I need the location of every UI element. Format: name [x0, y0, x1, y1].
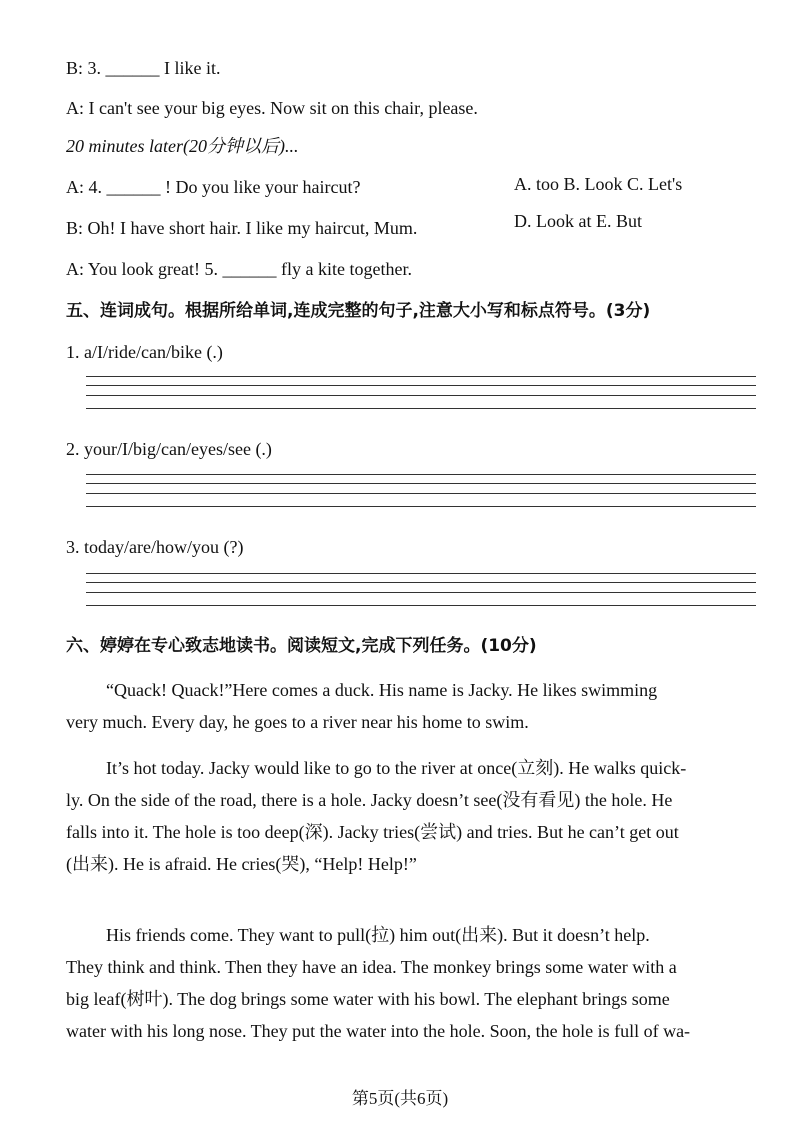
options-row-2: D. Look at E. But [514, 211, 642, 231]
paragraph-2-line-2: ly. On the side of the road, there is a hole. Jacky doesn’t see(没有看见) the hole. He [66, 790, 673, 810]
reading-paragraph-1 [66, 674, 758, 738]
section-5-item-1: 1. a/I/ride/can/bike (.) [66, 342, 223, 362]
paragraph-3-line-3: big leaf(树叶). The dog brings some water with his bowl. The elephant brings some [66, 989, 670, 1009]
section-5-item-3: 3. today/are/how/you (?) [66, 537, 244, 557]
paragraph-1-line-2: very much. Every day, he goes to a river near his home to swim. [66, 712, 529, 732]
dialogue-line-a-eyes: A: I can't see your big eyes. Now sit on this chair, please. [66, 98, 478, 118]
paragraph-2-line-3: falls into it. The hole is too deep(深). Jacky tries(尝试) and tries. But he can’t get out [66, 822, 679, 842]
time-note: 20 minutes later(20分钟以后)... [66, 136, 299, 156]
reading-paragraph-2 [66, 752, 758, 880]
paragraph-3-line-2: They think and think. Then they have an idea. The monkey brings some water with a [66, 957, 677, 977]
paragraph-2-line-4: (出来). He is afraid. He cries(哭), “Help! Help!” [66, 854, 417, 874]
dialogue-line-b-oh: B: Oh! I have short hair. I like my haircut, Mum. [66, 218, 418, 238]
section-6-title: 六、婷婷在专心致志地读书。阅读短文,完成下列任务。(10分) [66, 636, 537, 656]
reading-paragraph-3 [66, 919, 758, 1047]
dialogue-line-b3: B: 3. ______ I like it. [66, 58, 221, 78]
paragraph-2-line-1: It’s hot today. Jacky would like to go to the river at once(立刻). He walks quick- [106, 758, 687, 778]
paragraph-3-line-4: water with his long nose. They put the water into the hole. Soon, the hole is full of wa- [66, 1021, 691, 1041]
section-5-title: 五、连词成句。根据所给单词,连成完整的句子,注意大小写和标点符号。(3分) [66, 301, 651, 321]
section-5-item-2: 2. your/I/big/can/eyes/see (.) [66, 439, 272, 459]
options-row-1: A. too B. Look C. Let's [514, 174, 683, 194]
paragraph-1-line-1: “Quack! Quack!”Here comes a duck. His name is Jacky. He likes swimming [106, 680, 658, 700]
page-number-footer: 第5页(共6页) [351, 1089, 449, 1108]
dialogue-line-a5: A: You look great! 5. ______ fly a kite together. [66, 259, 412, 279]
dialogue-line-a4: A: 4. ______ ! Do you like your haircut? [66, 177, 361, 197]
paragraph-3-line-1: His friends come. They want to pull(拉) him out(出来). But it doesn’t help. [106, 925, 650, 945]
